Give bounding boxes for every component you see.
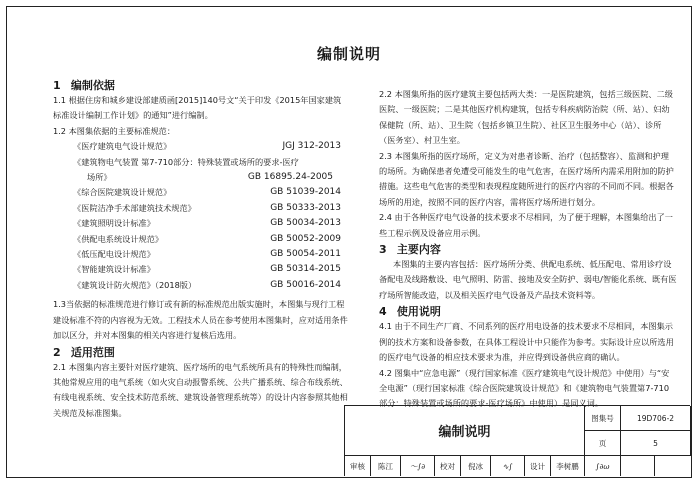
standard-name: 《智能建筑设计标准》 [73, 264, 155, 275]
standard-name: 《综合医院建筑设计规范》 [73, 187, 172, 198]
section-1-heading [53, 78, 349, 93]
section-title: 使用说明 [396, 305, 441, 319]
page-label-bottom [621, 456, 655, 476]
standard-item [53, 247, 349, 262]
section-2-heading [53, 345, 349, 360]
section-number: 1 [53, 79, 61, 92]
designer-name: 李树鹏 [551, 456, 585, 476]
standard-code: GB 16895.24-2005 [247, 172, 333, 183]
section-4-heading [379, 304, 677, 319]
title-block-title: 编制说明 [345, 406, 585, 456]
review-label: 审核 [345, 456, 371, 476]
right-column [379, 87, 677, 412]
standard-name: 《医院洁净手术部建筑技术规范》 [73, 202, 196, 213]
section-title: 编制依据 [70, 79, 115, 92]
standard-code: GB 50054-2011 [270, 249, 341, 260]
standard-item [53, 139, 349, 154]
paragraph-2-2: 2.2 本图集所指的医疗建筑主要包括两大类：一是医院建筑，包括三级医院、二级医院、一级医院；二是其他医疗机构建筑，包括专科疾病防治院（所、站）、妇幼保健院（所、站）、卫生院（包括乡镇卫生院）、社区卫生服务中心（站）、诊所（医务室）、村卫生室。 [379, 89, 673, 146]
standard-item [53, 155, 349, 186]
paragraph-3: 本图集的主要内容包括：医疗场所分类、供配电系统、低压配电、常用诊疗设备配电及线路敷设、电气照明、防雷、接地及安全防护、弱电/智能化系统、既有医疗场所智能改造，以及相关医疗电气设备及产品技术资料等。 [379, 259, 677, 300]
checker-name: 倪冰 [461, 456, 491, 476]
design-label: 设计 [525, 456, 551, 476]
standard-item [53, 232, 349, 247]
standard-name-cont: 场所》 [87, 172, 112, 183]
paragraph-1-2: 1.2 本图集依据的主要标准规范： [53, 125, 176, 136]
reviewer-signature: 〜∫∂ [401, 456, 435, 476]
standard-code: GB 50333-2013 [270, 202, 341, 213]
standard-name: 《建筑照明设计标准》 [73, 218, 155, 229]
standard-item [53, 216, 349, 231]
title-block [344, 405, 690, 476]
check-label: 校对 [435, 456, 461, 476]
standard-name: 《建筑设计防火规范》（2018版） [73, 279, 197, 290]
standard-name: 《建筑物电气装置 第7-710部分：特殊装置或场所的要求-医疗 [73, 156, 299, 167]
section-title: 适用范围 [70, 345, 115, 359]
signature-row [345, 456, 691, 476]
standard-name: 《低压配电设计规范》 [73, 249, 155, 260]
standard-code: GB 50314-2015 [270, 264, 341, 275]
paragraph-1-3: 1.3当依据的标准规范进行修订或有新的标准规范出版实施时，本图集与现行工程建设标准不符的内容视为无效。工程技术人员在参考使用本图集时，应对适用条件加以区分，并对本图集的相关内容进行复核后选用。 [53, 299, 348, 341]
standard-name: 《供配电系统设计规范》 [73, 233, 164, 244]
section-number: 2 [53, 345, 61, 359]
paragraph-2-4: 2.4 由于各种医疗电气设备的技术要求不尽相同，为了便于理解，本图集给出了一些工程示例及设备应用示例。 [379, 212, 673, 238]
standards-list [53, 139, 349, 293]
standard-code: GB 51039-2014 [270, 187, 341, 198]
standard-code: GB 50034-2013 [270, 218, 341, 229]
checker-signature: ∿∫ [491, 456, 525, 476]
section-number: 3 [379, 243, 387, 257]
section-number: 4 [379, 305, 387, 319]
standard-code: JGJ 312-2013 [282, 141, 341, 152]
page-cell-bottom [655, 456, 691, 476]
standard-item [53, 278, 349, 293]
paragraph-2-1: 2.1 本图集内容主要针对医疗建筑、医疗场所的电气系统所具有的特殊性而编制，其他常规应用的电气系统（如火灾自动报警系统、公共广播系统、综合布线系统、有线电视系统、安全技术防范系统、建筑设备管理系统等）的设计内容参照其他相关规范及标准图集。 [53, 361, 348, 418]
atlas-number: 19D706-2 [621, 406, 691, 431]
standard-code: GB 50016-2014 [270, 279, 341, 290]
paragraph-2-3: 2.3 本图集所指的医疗场所，定义为对患者诊断、治疗（包括整容）、监测和护理的场所。为确保患者免遭受可能发生的电气危害，在医疗场所内需采用附加的防护措施。这些电气危害的类型和表现程度随所进行的医疗内容的不同而不同。根据各场所的用途，按照不同的医疗内容，需将医疗场所进行划分。 [379, 150, 674, 207]
paragraph-4-2: 4.2 图集中“应急电源”（现行国家标准《医疗建筑电气设计规范》中使用）与“安全电源”（现行国家标准《综合医院建筑设计规范》和《建筑物电气装置第7-710部分：特殊装置或场所的要求-医疗场所》中使用）是同义词。 [379, 367, 670, 409]
section-3-heading [379, 242, 677, 257]
standard-code: GB 50052-2009 [270, 233, 341, 244]
page-label: 页 [585, 431, 621, 456]
standard-name: 《医疗建筑电气设计规范》 [73, 141, 172, 152]
section-title: 主要内容 [396, 243, 441, 257]
page-number: 5 [621, 431, 691, 456]
paragraph-4-1: 4.1 由于不同生产厂商、不同系列的医疗用电设备的技术要求不尽相同，本图集示例的技术方案和设备参数，在具体工程设计中只能作为参考。实际设计应以所选用的医疗电气设备的相应技术要求为准，并应得到设备供应商的确认。 [379, 321, 674, 363]
atlas-number-label: 图集号 [585, 406, 621, 431]
standard-item [53, 262, 349, 277]
paragraph-1-1: 1.1 根据住房和城乡建设部建质函[2015]140号文“关于印发《2015年国家建筑标准设计编制工作计划》的通知”进行编制。 [53, 95, 342, 121]
standard-item [53, 185, 349, 200]
left-column [53, 77, 349, 421]
page-title: 编制说明 [316, 45, 381, 63]
designer-signature: ∫∂ω [585, 456, 621, 476]
reviewer-name: 陈江 [371, 456, 401, 476]
standard-item [53, 201, 349, 216]
